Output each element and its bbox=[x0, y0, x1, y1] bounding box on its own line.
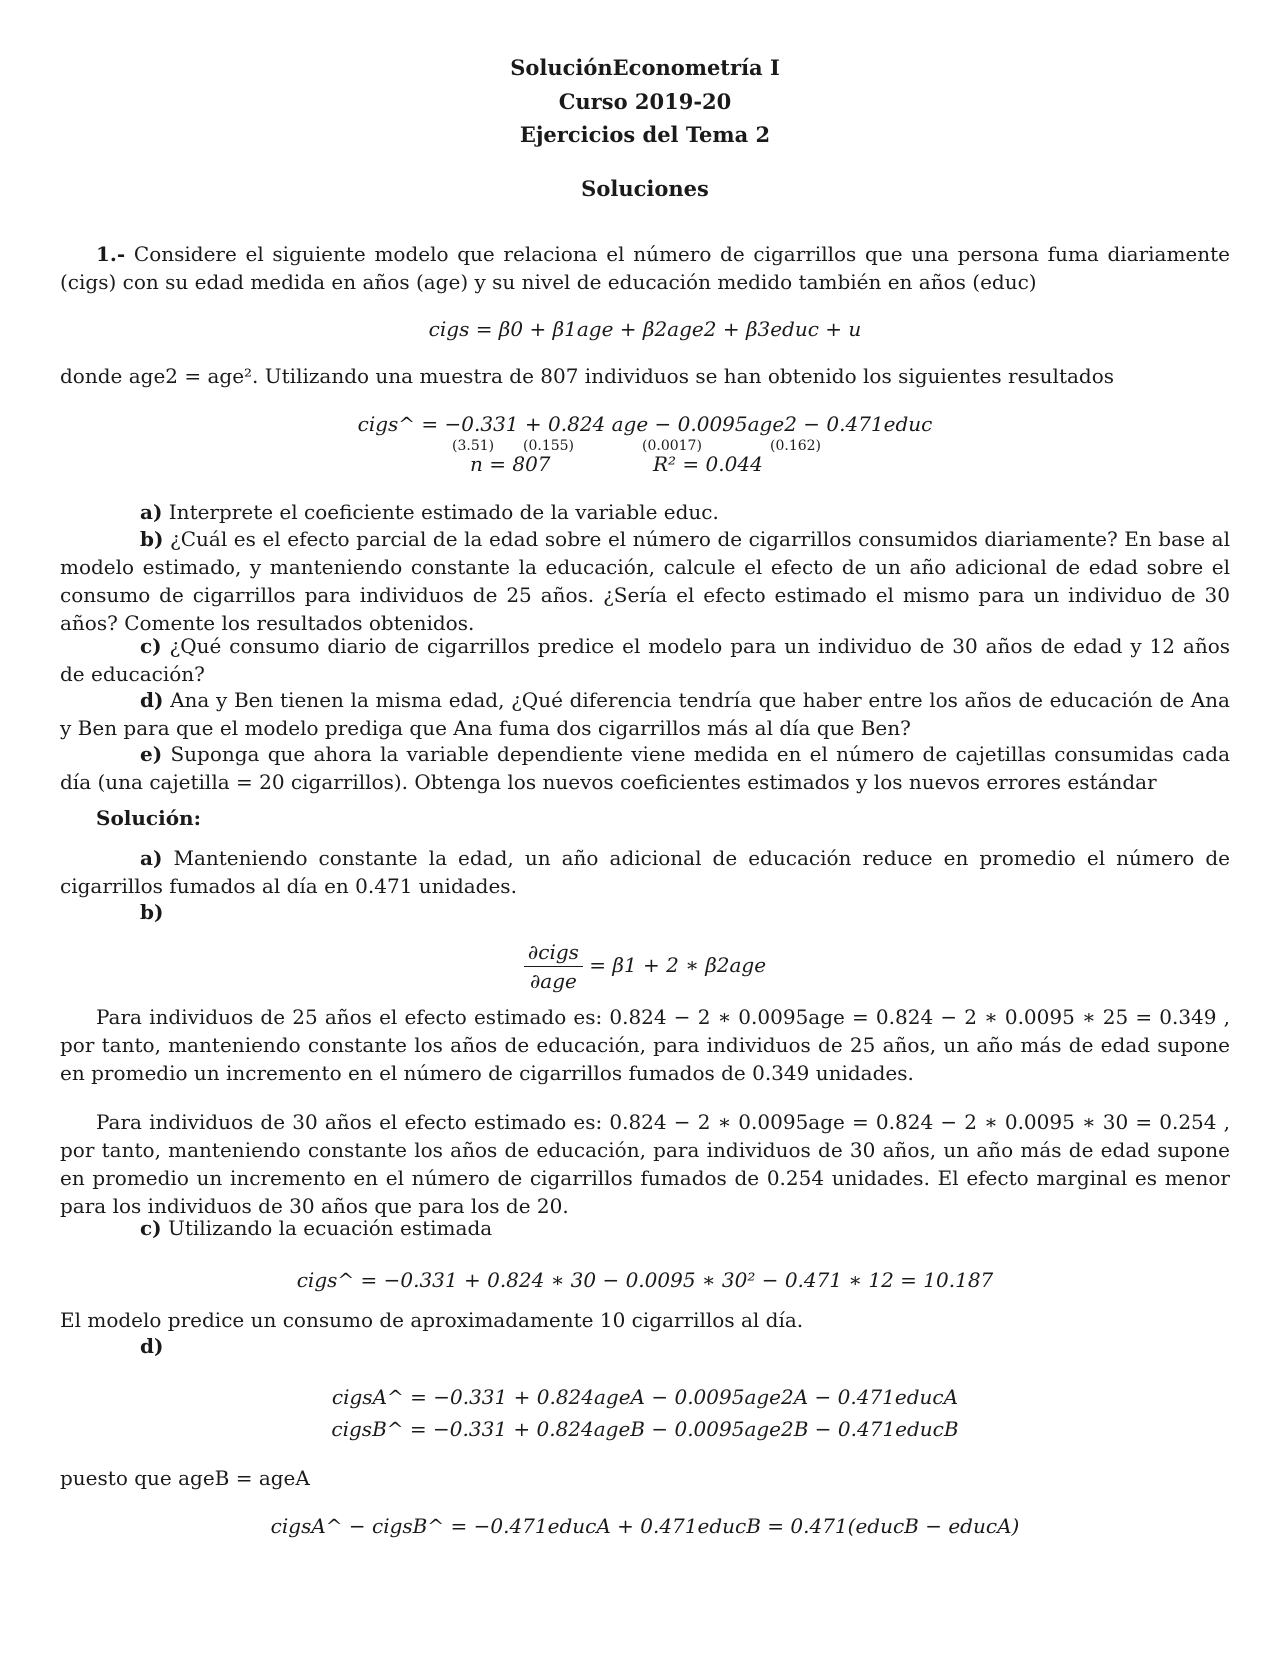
question-a-label: a) bbox=[140, 500, 163, 524]
difference-equation: cigsA^ − cigsB^ = −0.471educA + 0.471educB = 0.471(educB − educA) bbox=[270, 1514, 1020, 1538]
se-intercept: (3.51) bbox=[452, 438, 495, 454]
exercise-1-intro bbox=[60, 240, 1230, 296]
derivative-fraction bbox=[524, 938, 583, 995]
section-title: Soluciones bbox=[581, 176, 709, 201]
question-e-label: e) bbox=[140, 742, 163, 766]
solution-a-label: a) bbox=[140, 846, 163, 870]
question-b-label: b) bbox=[140, 527, 164, 551]
se-age2: (0.0017) bbox=[642, 438, 702, 454]
solution-c-label: c) bbox=[140, 1216, 162, 1240]
question-d-label: d) bbox=[140, 688, 164, 712]
question-c-label: c) bbox=[140, 634, 162, 658]
prediction-conclusion: El modelo predice un consumo de aproximadamente 10 cigarrillos al día. bbox=[60, 1308, 804, 1332]
question-d-text: Ana y Ben tienen la misma edad, ¿Qué diferencia tendría que haber entre los años de educación de Ana y Ben para que el modelo prediga que Ana fuma dos cigarrillos más al día que Ben? bbox=[60, 688, 1230, 740]
solution-b-label: b) bbox=[140, 900, 164, 924]
solution-c-intro: Utilizando la ecuación estimada bbox=[168, 1216, 493, 1240]
equation-ana: cigsA^ = −0.331 + 0.824ageA − 0.0095age2A − 0.471educA bbox=[331, 1385, 959, 1409]
derivative-rhs: = β1 + 2 ∗ β2age bbox=[589, 953, 767, 977]
population-model: cigs = β0 + β1age + β2age2 + β3educ + u bbox=[428, 317, 862, 341]
solution-a bbox=[60, 844, 1230, 900]
estimated-equation: cigs^ = −0.331 + 0.824 age − 0.0095age2 − 0.471educ bbox=[357, 412, 933, 436]
question-c-text: ¿Qué consumo diario de cigarrillos predice el modelo para un individuo de 30 años de edad y 12 años de educación? bbox=[60, 634, 1230, 686]
sample-description: donde age2 = age². Utilizando una muestra de 807 individuos se han obtenido los siguientes resultados bbox=[60, 364, 1115, 388]
question-b bbox=[60, 525, 1230, 637]
question-a bbox=[60, 498, 1230, 526]
question-d bbox=[60, 686, 1230, 742]
r-squared: R² = 0.044 bbox=[653, 452, 763, 476]
question-e-text: Suponga que ahora la variable dependiente viene medida en el número de cajetillas consumidas cada día (una cajetilla = 20 cigarrillos). Obtenga los nuevos coeficientes estimados y los nuevos errores estándar bbox=[60, 742, 1230, 794]
derivative-denominator: ∂age bbox=[529, 969, 577, 993]
course-year: Curso 2019-20 bbox=[558, 89, 732, 114]
document-title: SoluciónEconometría I bbox=[510, 55, 780, 80]
same-age-condition: puesto que ageB = ageA bbox=[60, 1466, 310, 1490]
equation-ben: cigsB^ = −0.331 + 0.824ageB − 0.0095age2B − 0.471educB bbox=[331, 1417, 959, 1441]
exercise-number: 1.- bbox=[96, 242, 126, 266]
solution-c bbox=[60, 1214, 1230, 1242]
se-age: (0.155) bbox=[523, 438, 575, 454]
solution-d-label: d) bbox=[140, 1334, 164, 1358]
question-b-text: ¿Cuál es el efecto parcial de la edad sobre el número de cigarrillos consumidos diariamente? En base al modelo estimado, y manteniendo constante la educación, calcule el efecto de un año adicional de edad sobre el consumo de cigarrillos para individuos de 25 años. ¿Sería el efecto estimado el mismo para un individuo de 30 años? Comente los resultados obtenidos. bbox=[60, 527, 1231, 635]
question-c bbox=[60, 632, 1230, 688]
partial-derivative-equation bbox=[60, 938, 1230, 995]
standard-errors-row bbox=[60, 432, 1230, 452]
sample-size: n = 807 bbox=[470, 452, 551, 476]
fit-statistics bbox=[60, 450, 1230, 478]
solution-heading: Solución: bbox=[96, 806, 201, 830]
prediction-equation: cigs^ = −0.331 + 0.824 ∗ 30 − 0.0095 ∗ 30² − 0.471 ∗ 12 = 10.187 bbox=[296, 1268, 994, 1292]
exercise-intro-text: Considere el siguiente modelo que relaciona el número de cigarrillos que una persona fuma diariamente (cigs) con su edad medida en años (age) y su nivel de educación medido también en años (educ) bbox=[60, 242, 1231, 294]
solution-b-age30: Para individuos de 30 años el efecto estimado es: 0.824 − 2 ∗ 0.0095age = 0.824 − 2 ∗ 0.0095 ∗ 30 = 0.254 , por tanto, manteniendo constante los años de educación, para individuos de 30 años, un año más de edad supone en promedio un incremento en el número de cigarrillos fumados de 0.254 unidades. El efecto marginal es menor para los individuos de 30 años que para los de 20. bbox=[60, 1110, 1230, 1218]
question-e bbox=[60, 740, 1230, 796]
solution-b-age25: Para individuos de 25 años el efecto estimado es: 0.824 − 2 ∗ 0.0095age = 0.824 − 2 ∗ 0.0095 ∗ 25 = 0.349 , por tanto, manteniendo constante los años de educación, para individuos de 25 años, un año más de edad supone en promedio un incremento en el número de cigarrillos fumados de 0.349 unidades. bbox=[60, 1005, 1230, 1085]
topic-title: Ejercicios del Tema 2 bbox=[519, 122, 771, 147]
question-a-text: Interprete el coeficiente estimado de la variable educ. bbox=[168, 500, 719, 524]
solution-a-text: Manteniendo constante la edad, un año adicional de educación reduce en promedio el número de cigarrillos fumados al día en 0.471 unidades. bbox=[60, 846, 1230, 898]
se-educ: (0.162) bbox=[770, 438, 822, 454]
derivative-numerator: ∂cigs bbox=[524, 938, 583, 967]
